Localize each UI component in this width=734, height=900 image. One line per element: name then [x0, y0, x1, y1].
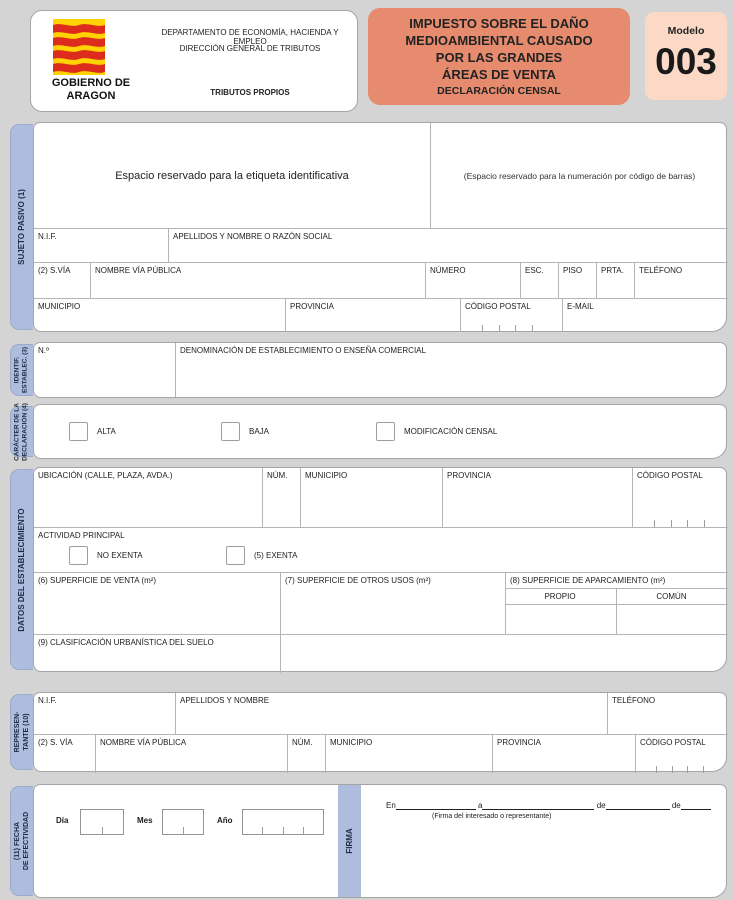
- sig-de1: de: [596, 801, 606, 810]
- sp-piso-label: PISO: [563, 266, 583, 275]
- sig-a: a: [478, 801, 483, 810]
- sig-blank-month[interactable]: [606, 801, 670, 810]
- digit-ticks: [642, 766, 718, 773]
- section-fecha-firma: [33, 784, 727, 898]
- sp-nif-label: N.I.F.: [38, 232, 57, 241]
- sp-telefono-label: TELÉFONO: [639, 266, 683, 275]
- form-title-line: ÁREAS DE VENTA: [442, 66, 556, 82]
- ano-input[interactable]: [242, 809, 324, 835]
- section-tab-sujeto-pasivo: [10, 124, 33, 330]
- alta-label: ALTA: [97, 427, 116, 436]
- de-codigo-postal-field[interactable]: [633, 468, 728, 528]
- section-tab-label: SUJETO PASIVO (1): [16, 189, 26, 265]
- section-tab-label: (11) FECHA DE EFECTIVIDAD: [13, 811, 30, 871]
- sig-en: En: [386, 801, 396, 810]
- sp-esc-label: ESC.: [525, 266, 544, 275]
- de-propio-field[interactable]: [506, 605, 617, 635]
- sp-piso-field[interactable]: [559, 263, 597, 299]
- section-datos-establecimiento: [33, 467, 727, 672]
- digit-ticks: [467, 325, 548, 332]
- section-caracter: [33, 404, 727, 459]
- dept-line1: DEPARTAMENTO DE ECONOMÍA, HACIENDA Y EMPLEO: [161, 28, 339, 46]
- ano-label: Año: [217, 816, 233, 825]
- sp-esc-field[interactable]: [521, 263, 559, 299]
- aragon-flag-icon: [53, 19, 105, 80]
- de-municipio-field[interactable]: [301, 468, 443, 528]
- rep-municipio-label: MUNICIPIO: [330, 738, 373, 747]
- de-superficie-otros-label: (7) SUPERFICIE DE OTROS USOS (m²): [285, 576, 431, 585]
- section-representante: [33, 692, 727, 772]
- de-superficie-venta-label: (6) SUPERFICIE DE VENTA (m²): [38, 576, 157, 585]
- section-tab-label: IDENTIF. ESTABLEC. (3): [13, 346, 29, 394]
- rep-provincia-label: PROVINCIA: [497, 738, 542, 747]
- section-tab-identif-establec: [10, 344, 33, 396]
- de-propio-header: PROPIO: [506, 589, 617, 605]
- header-org-box: [30, 10, 358, 112]
- sp-apellidos-label: APELLIDOS Y NOMBRE O RAZÓN SOCIAL: [173, 232, 333, 241]
- rep-nombre-via-field[interactable]: [96, 735, 288, 773]
- section-tab-label: DATOS DEL ESTABLECIMIENTO: [16, 507, 26, 632]
- rep-svia-label: (2) S. VÍA: [38, 738, 73, 747]
- modificacion-censal-checkbox[interactable]: [376, 422, 395, 441]
- rep-nif-field[interactable]: [34, 693, 176, 735]
- de-superficie-otros-field[interactable]: [281, 573, 506, 635]
- digit-ticks: [243, 827, 323, 834]
- sp-email-label: E-MAIL: [567, 302, 594, 311]
- sp-municipio-field[interactable]: [34, 299, 286, 332]
- de-codigo-postal-label: CÓDIGO POSTAL: [637, 471, 703, 480]
- de-comun-field[interactable]: [617, 605, 728, 635]
- de-clasificacion-field[interactable]: [281, 635, 728, 673]
- de-num-label: NÚM.: [267, 471, 288, 480]
- section-tab-label: CARÁCTER DE LA DECLARACIÓN (4): [13, 402, 29, 461]
- alta-checkbox[interactable]: [69, 422, 88, 441]
- dia-label: Día: [56, 816, 69, 825]
- ie-numero-field[interactable]: [34, 343, 176, 397]
- rep-svia-field[interactable]: [34, 735, 96, 773]
- rep-nombre-via-label: NOMBRE VÍA PÚBLICA: [100, 738, 187, 747]
- rep-provincia-field[interactable]: [493, 735, 636, 773]
- rep-telefono-label: TELÉFONO: [612, 696, 656, 705]
- exenta-checkbox[interactable]: [226, 546, 245, 565]
- mes-label: Mes: [137, 816, 153, 825]
- sig-blank-year[interactable]: [681, 801, 711, 810]
- form-title-line: IMPUESTO SOBRE EL DAÑO: [409, 16, 589, 32]
- section-identif-establec: [33, 342, 727, 398]
- digit-ticks: [81, 827, 123, 834]
- sig-blank-day[interactable]: [482, 801, 594, 810]
- sp-email-field[interactable]: [563, 299, 728, 332]
- section-tab-fecha-efectividad: [10, 786, 33, 896]
- digit-ticks: [639, 520, 720, 527]
- ie-denominacion-label: DENOMINACIÓN DE ESTABLECIMIENTO O ENSEÑA COMERCIAL: [180, 346, 426, 355]
- exenta-label: (5) EXENTA: [254, 551, 298, 560]
- de-ubicacion-field[interactable]: [34, 468, 263, 528]
- section-tab-label: REPRESEN- TANTE (10): [13, 711, 30, 753]
- sp-svia-label: (2) S.VÍA: [38, 266, 71, 275]
- modelo-number: 003: [655, 41, 717, 82]
- sp-svia-field[interactable]: [34, 263, 91, 299]
- sig-blank-place[interactable]: [396, 801, 476, 810]
- etiqueta-area: Espacio reservado para la etiqueta identificativa: [34, 123, 431, 229]
- section-tab-caracter: [10, 402, 33, 461]
- rep-num-label: NÚM.: [292, 738, 313, 747]
- rep-codigo-postal-field[interactable]: [636, 735, 728, 773]
- de-superficie-aparcamiento-label: (8) SUPERFICIE DE APARCAMIENTO (m²): [510, 576, 666, 585]
- de-comun-header: COMÚN: [617, 589, 728, 605]
- de-municipio-label: MUNICIPIO: [305, 471, 348, 480]
- rep-municipio-field[interactable]: [326, 735, 493, 773]
- no-exenta-checkbox[interactable]: [69, 546, 88, 565]
- section-tab-representante: [10, 694, 33, 770]
- rep-telefono-field[interactable]: [608, 693, 728, 735]
- rep-nif-label: N.I.F.: [38, 696, 57, 705]
- sp-municipio-label: MUNICIPIO: [38, 302, 81, 311]
- section-tab-datos-establecimiento: [10, 469, 33, 670]
- baja-label: BAJA: [249, 427, 270, 436]
- ie-denominacion-field[interactable]: [176, 343, 728, 397]
- mes-input[interactable]: [162, 809, 204, 835]
- modificacion-censal-label: MODIFICACIÓN CENSAL: [404, 427, 498, 436]
- signature-note: (Firma del interesado o representante): [432, 813, 552, 820]
- ie-numero-label: N.º: [38, 346, 49, 355]
- sp-telefono-field[interactable]: [635, 263, 728, 299]
- de-superficie-aparcamiento-header: [506, 573, 728, 589]
- de-actividad-label: ACTIVIDAD PRINCIPAL: [38, 531, 125, 540]
- de-num-field[interactable]: [263, 468, 301, 528]
- form-subtitle: DECLARACIÓN CENSAL: [437, 84, 561, 97]
- form-title-line: POR LAS GRANDES: [435, 50, 563, 65]
- sp-nombre-via-field[interactable]: [91, 263, 426, 299]
- signature-line: [386, 801, 711, 810]
- firma-bar: [338, 785, 361, 897]
- sp-codigo-postal-field[interactable]: [461, 299, 563, 332]
- sp-nombre-via-label: NOMBRE VÍA PÚBLICA: [95, 266, 182, 275]
- dept-line2: DIRECCIÓN GENERAL DE TRIBUTOS: [179, 44, 321, 53]
- baja-checkbox[interactable]: [221, 422, 240, 441]
- sp-provincia-field[interactable]: [286, 299, 461, 332]
- modelo-label: Modelo: [667, 25, 705, 37]
- de-clasificacion-label: (9) CLASIFICACIÓN URBANÍSTICA DEL SUELO: [38, 638, 214, 647]
- firma-label: FIRMA: [344, 828, 354, 854]
- sp-numero-label: NÚMERO: [430, 266, 466, 275]
- sp-prta-field[interactable]: [597, 263, 635, 299]
- rep-codigo-postal-label: CÓDIGO POSTAL: [640, 738, 706, 747]
- sp-codigo-postal-label: CÓDIGO POSTAL: [465, 302, 531, 311]
- de-superficie-venta-field[interactable]: [34, 573, 281, 635]
- form-title-box: [368, 8, 630, 105]
- no-exenta-label: NO EXENTA: [97, 551, 143, 560]
- barcode-area: (Espacio reservado para la numeración por código de barras): [431, 123, 728, 229]
- sp-nif-field[interactable]: [34, 229, 169, 263]
- de-provincia-label: PROVINCIA: [447, 471, 492, 480]
- sig-de2: de: [671, 801, 681, 810]
- tributos-propios: TRIBUTOS PROPIOS: [210, 88, 290, 97]
- gov-name: GOBIERNO DE ARAGON: [51, 77, 131, 103]
- de-provincia-field[interactable]: [443, 468, 633, 528]
- de-ubicacion-label: UBICACIÓN (CALLE, PLAZA, AVDA.): [38, 471, 173, 480]
- section-sujeto-pasivo: [33, 122, 727, 332]
- form-title-line: MEDIOAMBIENTAL CAUSADO: [405, 33, 593, 49]
- rep-apellidos-label: APELLIDOS Y NOMBRE: [180, 696, 270, 705]
- rep-num-field[interactable]: [288, 735, 326, 773]
- sp-prta-label: PRTA.: [601, 266, 624, 275]
- modelo-box: [645, 12, 727, 100]
- de-clasificacion-label-cell: [34, 635, 281, 673]
- dia-input[interactable]: [80, 809, 124, 835]
- sp-provincia-label: PROVINCIA: [290, 302, 335, 311]
- rep-apellidos-field[interactable]: [176, 693, 608, 735]
- sp-apellidos-field[interactable]: [169, 229, 728, 263]
- sp-numero-field[interactable]: [426, 263, 521, 299]
- digit-ticks: [163, 827, 203, 834]
